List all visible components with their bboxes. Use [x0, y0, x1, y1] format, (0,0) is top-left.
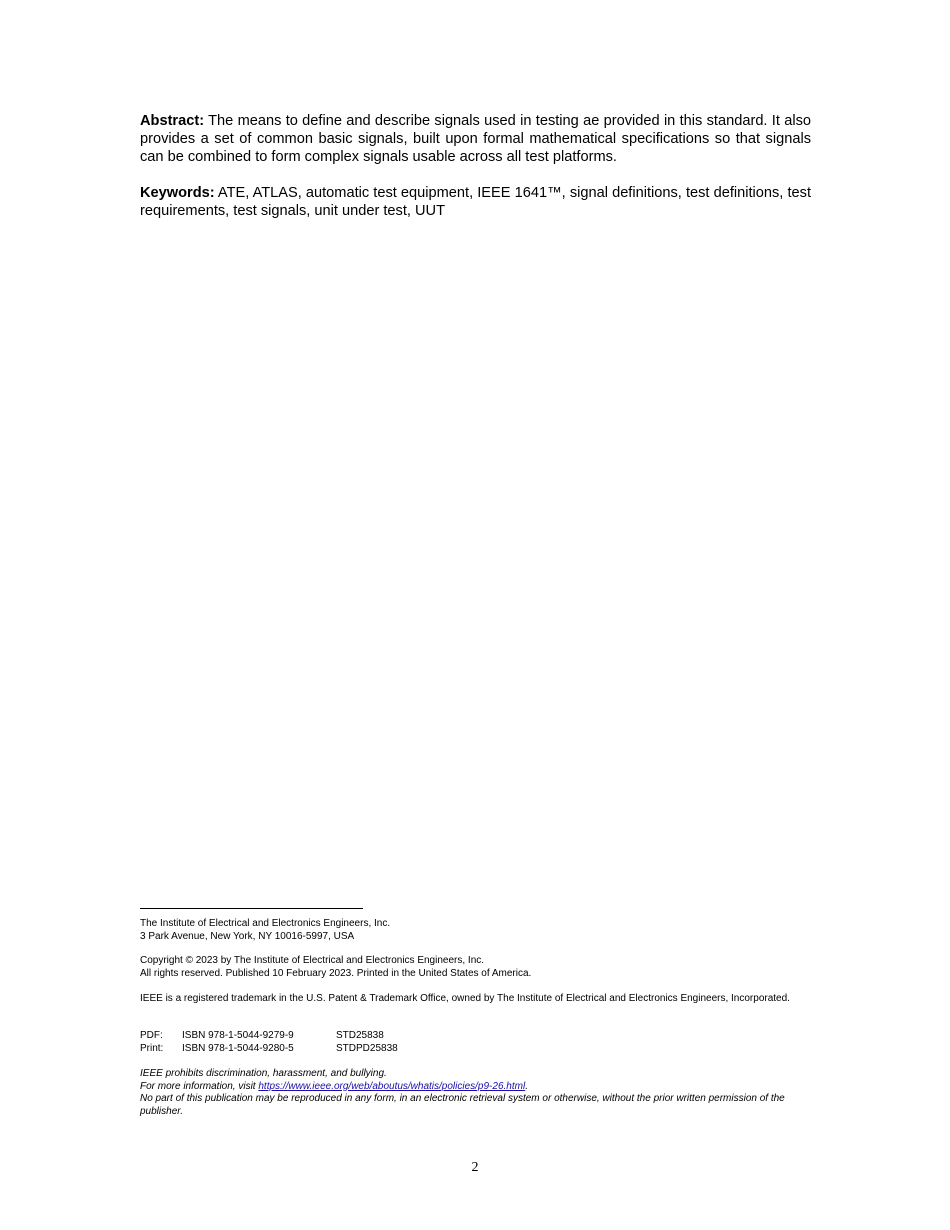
footnote-divider [140, 908, 363, 909]
rights-line: All rights reserved. Published 10 February 2023. Printed in the United States of America. [140, 967, 532, 979]
abstract-label: Abstract: [140, 113, 205, 129]
isbn-code: STD25838 [336, 1030, 384, 1041]
trademark-text: IEEE is a registered trademark in the U.S. Patent & Trademark Office, owned by The Institute of Electrical and Electronics Engineers, Incorporated. [140, 993, 790, 1004]
isbn-format: Print: [140, 1042, 164, 1054]
copyright-block [140, 955, 812, 980]
abstract-text: The means to define and describe signals used in testing ae provided in this standard. It also provides a set of common basic signals, built upon formal mathematical specifications so that signals can be combined to form complex signals usable across all test platforms. [140, 113, 811, 165]
policy-statement: IEEE prohibits discrimination, harassment, and bullying. [140, 1068, 387, 1079]
trademark-block [140, 993, 812, 1006]
reproduction-notice: No part of this publication may be reproduced in any form, in an electronic retrieval system or otherwise, without the prior written permission of the publisher. [140, 1093, 785, 1117]
policy-info-suffix: . [525, 1080, 528, 1092]
keywords-label: Keywords: [140, 185, 215, 201]
isbn-number: ISBN 978-1-5044-9279-9 [182, 1030, 294, 1041]
isbn-format: PDF: [140, 1030, 163, 1041]
policy-block [140, 1068, 812, 1118]
policy-link[interactable]: https://www.ieee.org/web/aboutus/whatis/policies/p9-26.html [258, 1080, 526, 1092]
publisher-address: 3 Park Avenue, New York, NY 10016-5997, USA [140, 930, 355, 942]
publisher-name: The Institute of Electrical and Electronics Engineers, Inc. [140, 918, 391, 929]
isbn-code: STDPD25838 [336, 1042, 398, 1054]
policy-info-prefix: For more information, visit [140, 1080, 259, 1092]
policy-info-line [140, 1081, 812, 1094]
keywords-paragraph [140, 184, 811, 220]
page-number: 2 [471, 1160, 479, 1175]
keywords-text: ATE, ATLAS, automatic test equipment, IEEE 1641™, signal definitions, test definitions, test requirements, test signals, unit under test, UUT [140, 185, 811, 219]
abstract-paragraph [140, 112, 811, 166]
isbn-number: ISBN 978-1-5044-9280-5 [182, 1042, 294, 1054]
isbn-block [140, 1030, 812, 1055]
isbn-row-pdf [140, 1030, 812, 1043]
publisher-block [140, 918, 812, 943]
isbn-row-print [140, 1043, 812, 1056]
copyright-line: Copyright © 2023 by The Institute of Electrical and Electronics Engineers, Inc. [140, 955, 485, 966]
